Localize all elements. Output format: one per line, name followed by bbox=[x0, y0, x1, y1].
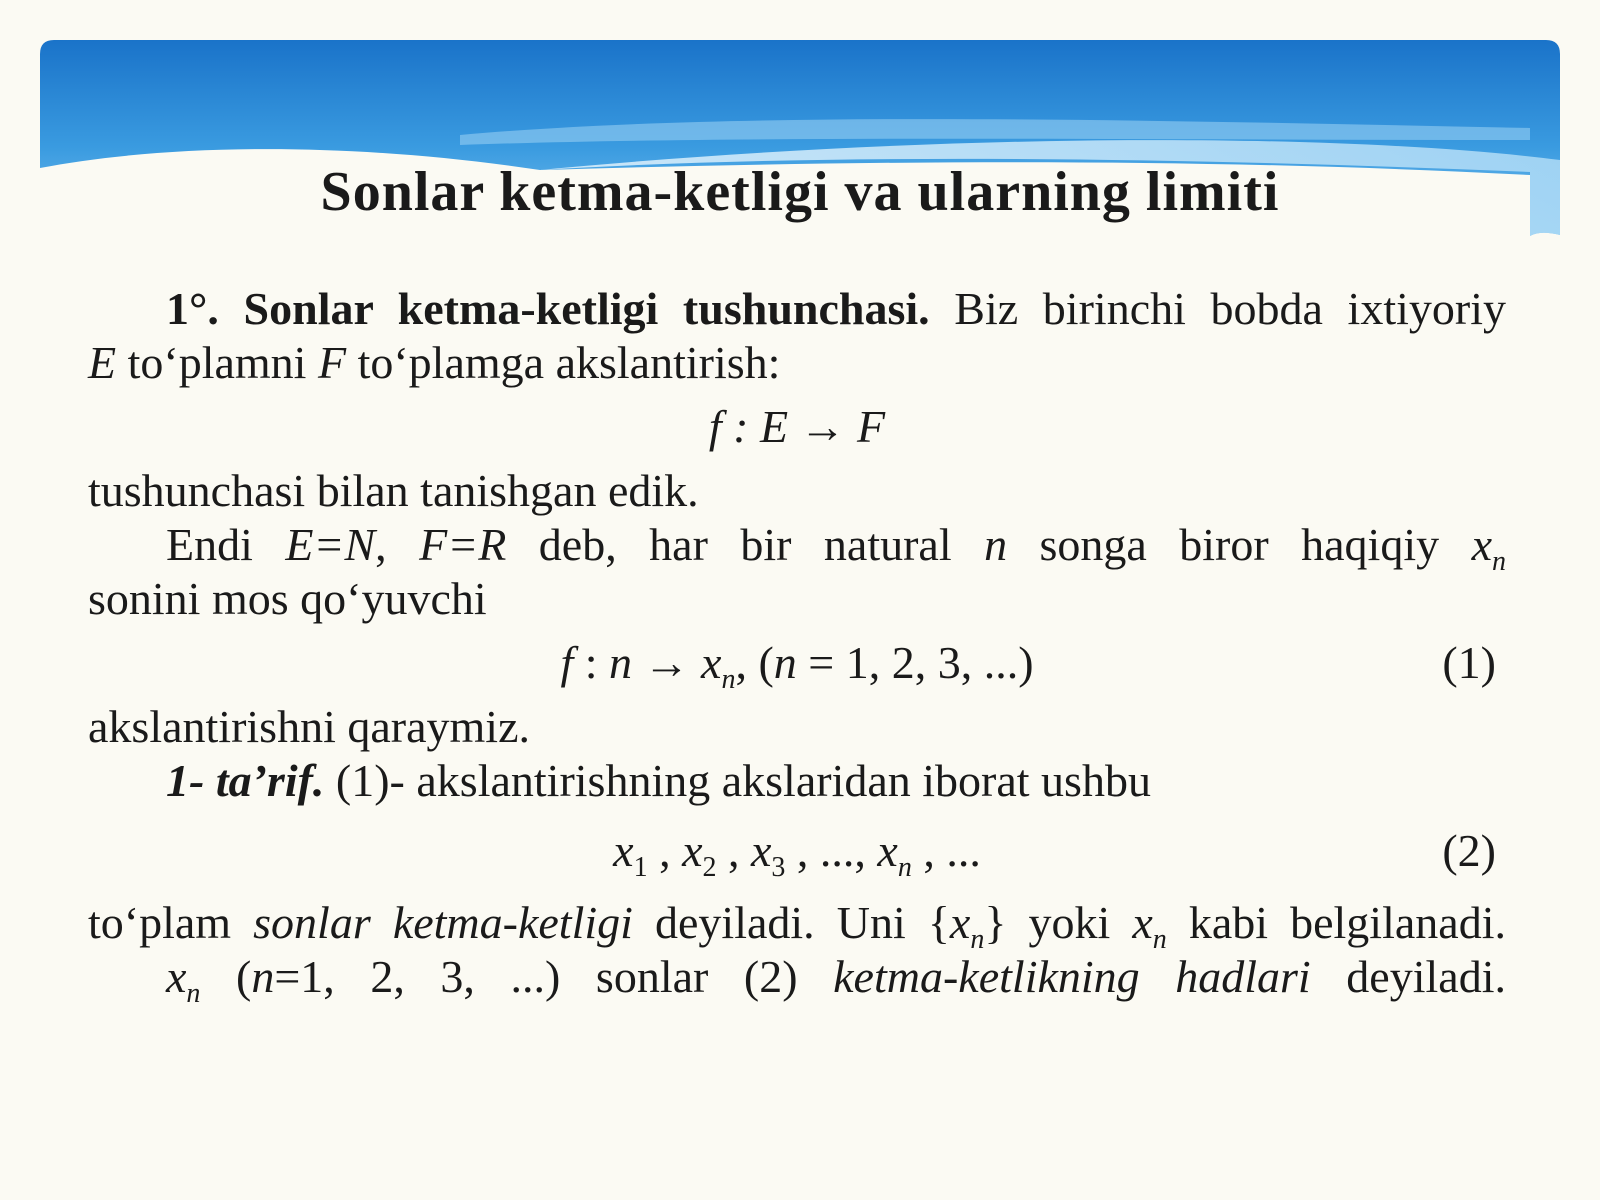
text: , ( bbox=[735, 637, 774, 688]
symbol-x: x bbox=[877, 825, 898, 876]
subscript-n: n bbox=[1492, 546, 1506, 577]
subscript-n: n bbox=[186, 978, 201, 1009]
text: , bbox=[375, 519, 420, 570]
term-sequence: sonlar ketma-ketligi bbox=[253, 897, 633, 948]
text: deyiladi. Uni { bbox=[632, 897, 950, 948]
subscript-n: n bbox=[897, 852, 912, 883]
slide-content bbox=[88, 282, 1507, 1009]
text: to‘plamga akslantirish: bbox=[346, 337, 781, 388]
formula-2-row bbox=[88, 814, 1506, 888]
symbol-x: x bbox=[613, 825, 634, 876]
paragraph-sequence-intro bbox=[88, 518, 1506, 577]
subscript-2: 2 bbox=[702, 852, 717, 883]
text: , ... bbox=[911, 825, 981, 876]
subscript-n: n bbox=[970, 924, 985, 955]
paragraph-sequence-line2: sonini mos qo‘yuvchi bbox=[88, 573, 487, 624]
paragraph-terms bbox=[88, 950, 1506, 1009]
text: (1)- akslantirishning akslaridan iborat ushbu bbox=[324, 755, 1151, 806]
formula-2 bbox=[88, 824, 1506, 883]
line-consider: akslantirishni qaraymiz. bbox=[88, 701, 530, 752]
text: = 1, 2, 3, ...) bbox=[796, 637, 1034, 688]
equation-number-1: (1) bbox=[1442, 637, 1496, 688]
text: , bbox=[716, 825, 751, 876]
symbol-x: x bbox=[949, 897, 971, 948]
definition bbox=[88, 754, 1506, 808]
subscript-1: 1 bbox=[633, 852, 648, 883]
arrow: → bbox=[632, 637, 702, 688]
eq-E-N: E=N bbox=[285, 519, 376, 570]
symbol-E: E bbox=[88, 337, 117, 388]
symbol-n: n bbox=[251, 951, 275, 1002]
subscript-n: n bbox=[1152, 924, 1167, 955]
formula-1 bbox=[88, 636, 1506, 695]
symbol-x: x bbox=[701, 637, 722, 688]
text: to‘plam bbox=[88, 897, 254, 948]
equation-number-2: (2) bbox=[1442, 825, 1496, 876]
section-heading: 1°. Sonlar ketma-ketligi tushunchasi. bbox=[166, 283, 930, 334]
text: =1, 2, 3, ...) sonlar (2) bbox=[274, 951, 834, 1002]
symbol-F: F bbox=[317, 337, 347, 388]
symbol-x: x bbox=[682, 825, 703, 876]
symbol-x: x bbox=[751, 825, 772, 876]
text: deb, har bir natural bbox=[506, 519, 985, 570]
symbol-x: x bbox=[166, 951, 187, 1002]
text: ..., bbox=[819, 825, 878, 876]
text: Biz birinchi bobda ixtiyoriy bbox=[929, 283, 1507, 334]
symbol-f: f bbox=[560, 637, 574, 688]
symbol-n: n bbox=[984, 519, 1008, 570]
formula-mapping: f : E → F bbox=[708, 401, 886, 452]
definition-label: 1- ta’rif. bbox=[166, 755, 325, 806]
paragraph-intro-line2 bbox=[88, 336, 1506, 390]
text: , bbox=[785, 825, 820, 876]
text: deyiladi. bbox=[1310, 951, 1506, 1002]
slide-title: Sonlar ketma-ketligi va ularning limiti bbox=[320, 161, 1280, 223]
symbol-x: x bbox=[1132, 897, 1153, 948]
text: Endi bbox=[166, 519, 286, 570]
text: songa biror haqiqiy bbox=[1007, 519, 1472, 570]
paragraph-intro bbox=[88, 282, 1506, 336]
text: kabi belgilanadi. bbox=[1166, 897, 1506, 948]
symbol-n: n bbox=[773, 637, 797, 688]
text: : bbox=[573, 637, 610, 688]
eq-F-R: F=R bbox=[419, 519, 507, 570]
line-known: tushunchasi bilan tanishgan edik. bbox=[88, 465, 699, 516]
paragraph-definition-end bbox=[88, 896, 1506, 955]
text: } yoki bbox=[984, 897, 1133, 948]
symbol-x: x bbox=[1471, 519, 1492, 570]
text: to‘plamni bbox=[116, 337, 318, 388]
term-terms: ketma-ketlikning hadlari bbox=[833, 951, 1311, 1002]
formula-1-row bbox=[88, 626, 1506, 700]
text: , bbox=[647, 825, 683, 876]
subscript-n: n bbox=[721, 664, 736, 695]
text: ( bbox=[200, 951, 252, 1002]
subscript-3: 3 bbox=[771, 852, 786, 883]
symbol-n: n bbox=[609, 637, 633, 688]
